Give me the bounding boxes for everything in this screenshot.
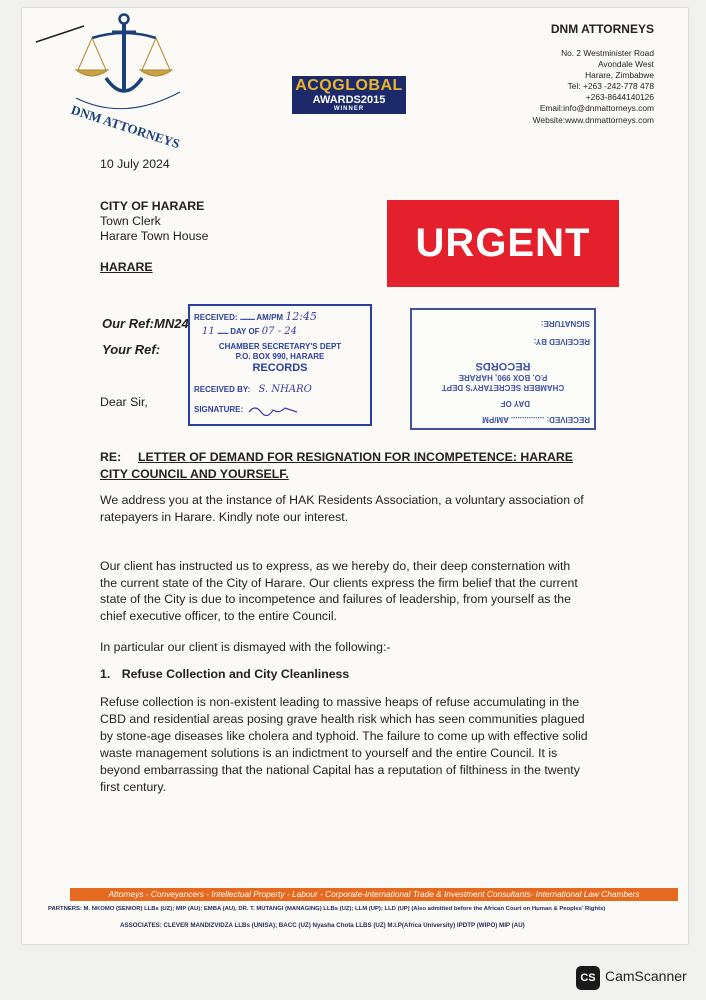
stamp2-box: P.O. BOX 990, HARARE: [458, 373, 548, 382]
stamp-day-of-label: DAY OF: [230, 327, 260, 336]
paragraph-intro: [100, 492, 670, 525]
paragraph-consternation: [100, 558, 670, 624]
letter-date: 10 July 2024: [100, 157, 170, 171]
letter-page: [22, 8, 688, 944]
re-label: RE:: [100, 450, 122, 464]
stamp2-ampm-label: AM/PM: [482, 415, 509, 424]
stamp-received-by-label: RECEIVED BY:: [194, 385, 251, 394]
email: Email:info@dnmattorneys.com: [539, 103, 654, 114]
award-badge: [292, 76, 406, 114]
footer-associates: ASSOCIATES: CLEVER MANDIZVIDZA LLBs (UNISA); BACC (UZ) Nyasha Chota LLBS (UZ) M.I.P(Africa University) IPDTP (WIPO) MIP (AU): [120, 922, 525, 929]
stamp-dept: CHAMBER SECRETARY'S DEPT: [218, 342, 342, 351]
paragraph-dismayed: In particular our client is dismayed with the following:-: [100, 640, 391, 654]
address-line: Harare, Zimbabwe: [585, 70, 654, 81]
website: Website:www.dnmattorneys.com: [532, 114, 654, 125]
item-number: 1.: [100, 667, 111, 681]
stamp-time: 12:45: [285, 310, 318, 323]
text-line: state of the City is due to incompetence and failures of leadership, from yourself as the: [100, 592, 571, 607]
text-line: waste management solutions is an indictment to yourself and the entire Council. It is: [100, 746, 558, 760]
subject: [100, 449, 658, 482]
stamp2-day-of: DAY OF: [500, 399, 530, 408]
your-ref: Your Ref:: [102, 342, 161, 357]
recipient-block: [100, 199, 208, 244]
subject-line: CITY COUNCIL AND YOURSELF.: [100, 466, 289, 481]
telephone-2: +263-8644140126: [585, 92, 654, 103]
text-line: by stone-age diseases like cholera and typhoid. The failure to come up with effective solid: [100, 729, 588, 743]
camscanner-label: CamScanner: [605, 968, 687, 984]
stamp-day: 11: [202, 326, 215, 337]
text-line: first century.: [100, 780, 167, 794]
item-title: Refuse Collection and City Cleanliness: [121, 667, 350, 681]
text-line: the current state of the City of Harare. Our clients express the firm belief that the current: [100, 575, 578, 590]
address-line: Avondale West: [597, 59, 654, 70]
text-line: Our client has instructed us to express, as we hereby do, their deep consternation with: [100, 559, 571, 573]
stamp2-dept: CHAMBER SECRETARY'S DEPT: [441, 383, 565, 392]
text-line: beyond embarrassing that the national Capital has a reputation of filthiness in the twenty: [100, 763, 580, 777]
stamp2-received-label: RECEIVED:: [546, 415, 590, 424]
item-1-heading: [100, 666, 349, 683]
award-line-3: WINNER: [333, 106, 365, 112]
firm-name: DNM ATTORNEYS: [550, 22, 654, 36]
text-line: ratepayers in Harare. Kindly note our interest.: [100, 509, 349, 524]
urgent-stamp: URGENT: [387, 200, 619, 287]
recipient-address: Harare Town House: [100, 229, 209, 243]
stamp2-signature: SIGNATURE:: [540, 319, 590, 328]
stamp-signature-label: SIGNATURE:: [194, 405, 244, 415]
text-line: Refuse collection is non-existent leading to massive heaps of refuse accumulating in the: [100, 695, 580, 709]
stamp-month: 07 - 24: [261, 326, 297, 337]
logo-text: DNM ATTORNEYS: [69, 102, 182, 152]
text-line: We address you at the instance of HAK Residents Association, a voluntary association of: [100, 493, 584, 507]
signature-scribble-icon: [245, 404, 305, 416]
stamp-records: RECORDS: [252, 362, 308, 374]
firm-address: [533, 48, 654, 126]
subject-line: LETTER OF DEMAND FOR RESIGNATION FOR INCOMPETENCE: HARARE: [138, 450, 573, 464]
received-stamp: RECEIVED: ............ AM/PM 12:45 11 ......... DAY OF 07 - 24 CHAMBER SECRETARY'S DEPT P.O. BOX 990, HARARE RECORDS RECEIVED BY: S. NHARO SIGNATURE:: [188, 304, 372, 426]
stamp-received-label: RECEIVED:: [194, 313, 238, 322]
firm-logo: [34, 10, 194, 152]
paragraph-refuse: [100, 694, 670, 796]
telephone: Tel: +263 -242-778 478: [567, 81, 654, 92]
footer-services-bar: Attorneys - Conveyancers - Intellectual Property - Labour - Corporate-International Trade & Investment Consultants- International Law Chambers: [70, 888, 678, 901]
stamp-received-by-name: S. NHARO: [258, 384, 312, 395]
recipient-city: HARARE: [100, 260, 153, 274]
salutation: Dear Sir,: [100, 395, 148, 409]
stamp2-records: RECORDS: [475, 360, 531, 372]
our-ref: Our Ref:MN24: [102, 316, 189, 331]
address-line: No. 2 Westminister Road: [561, 48, 654, 58]
recipient-title: Town Clerk: [100, 214, 161, 228]
footer-partners: PARTNERS: M. NKOMO (SENIOR) LLBs (UZ); MIP (AU); EMBA (AU), DR. T. MUTANGI (MANAGING) LLBs (UZ); LLM (UP); LLD (UP) (Also admitted before the African Court on Human & Peoples' Rights): [48, 906, 606, 912]
stamp2-received-by: RECEIVED BY:: [533, 337, 590, 346]
award-line-2: AWARDS2015: [312, 94, 386, 106]
text-line: CBD and residential areas posing grave health risk which has seen communities plagued: [100, 712, 585, 726]
camscanner-logo-icon: CS: [576, 966, 600, 990]
stamp-ampm-label: AM/PM: [256, 313, 284, 322]
stamp-box: P.O. BOX 990, HARARE: [235, 352, 325, 361]
award-line-1: ACQGLOBAL: [295, 77, 403, 94]
recipient-org: CITY OF HARARE: [100, 199, 205, 213]
text-line: chief executive officer, to the entire Council.: [100, 608, 337, 623]
received-stamp-inverted: RECEIVED: ............... AM/PM DAY OF CHAMBER SECRETARY'S DEPT P.O. BOX 990, HARARE RECORDS RECEIVED BY: SIGNATURE:: [410, 308, 596, 430]
